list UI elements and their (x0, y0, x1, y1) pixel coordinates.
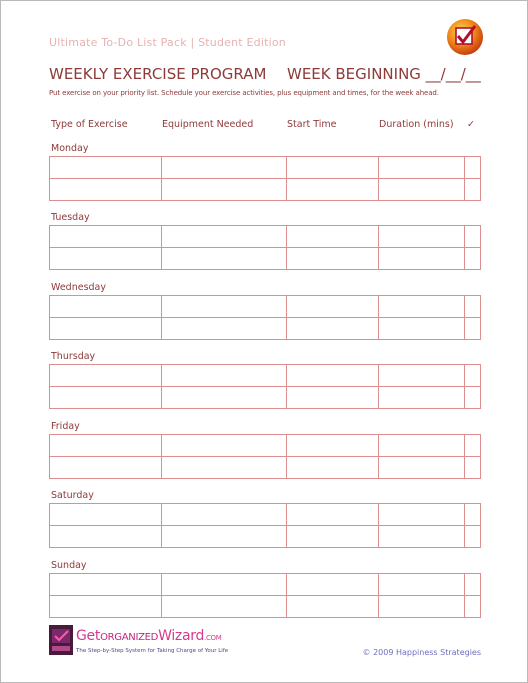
day-table-monday (49, 156, 481, 201)
brand-dotcom: .COM (204, 634, 222, 642)
day-table-sunday (49, 573, 481, 618)
column-type: Type of Exercise (51, 119, 128, 130)
copyright: © 2009 Happiness Strategies (362, 648, 481, 657)
brand-get: Get (76, 628, 101, 644)
pack-title: Ultimate To-Do List Pack | Student Edition (49, 36, 286, 49)
day-table-thursday (49, 364, 481, 409)
column-equipment: Equipment Needed (162, 119, 254, 130)
instructions: Put exercise on your priority list. Schedule your exercise activities, plus equipment and times, for the week ahead. (49, 89, 439, 97)
brand-tagline: The Step-by-Step System for Taking Charge of Your Life (76, 648, 229, 654)
day-label-thursday: Thursday (51, 351, 96, 362)
day-label-tuesday: Tuesday (51, 212, 90, 223)
day-label-saturday: Saturday (51, 490, 94, 501)
day-table-wednesday (49, 295, 481, 340)
wizard-badge-icon (49, 625, 73, 655)
brand-wizard: Wizard (158, 628, 205, 644)
column-start-time: Start Time (287, 119, 337, 130)
title-row (49, 65, 481, 83)
day-table-friday (49, 434, 481, 479)
day-label-friday: Friday (51, 421, 80, 432)
program-title: WEEKLY EXERCISE PROGRAM (49, 65, 267, 83)
day-label-sunday: Sunday (51, 560, 87, 571)
column-check: ✓ (467, 119, 475, 130)
day-label-wednesday: Wednesday (51, 282, 107, 293)
column-duration: Duration (mins) (379, 119, 454, 130)
brand-name (76, 628, 222, 644)
week-beginning-field: WEEK BEGINNING __/__/__ (287, 65, 481, 83)
day-table-saturday (49, 503, 481, 548)
checkmark-logo-icon (445, 17, 485, 57)
day-table-tuesday (49, 225, 481, 270)
day-label-monday: Monday (51, 143, 89, 154)
brand-organized: ORGANIZED (100, 632, 159, 643)
